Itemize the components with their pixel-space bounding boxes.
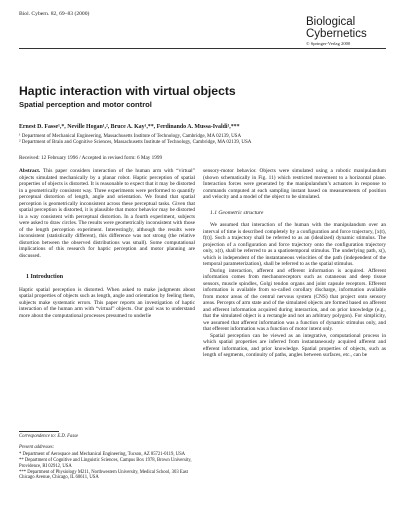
- right-paragraph-1: sensory-motor behavior. Objects were simulated using a robotic manipulandum (shown schematically in Fig. 11) which restricted movement to a horizontal plane. Interaction forces were generated by the manipulandum’s actuators in response to commands computed at each sampling instant based on measurements of position and velocity and a model of the object to be simulated.: [203, 168, 386, 200]
- intro-paragraph-1: Haptic spatial perception is distorted. When asked to make judgments about spatial properties of objects such as length, angle and orientation by feeling them, subjects make systematic errors. This paper reports an investigation of haptic interaction of the human arm with “virtual” objects. Our goal was to understand more about the computational processes presumed to underlie: [19, 286, 195, 319]
- right-paragraph-4: Spatial perception can be viewed as an integrative, computational process in which spatial properties are inferred from instantaneously acquired afferent and efferent information, and prior knowledge. Spatial properties of objects, such as length of segments, continuity of paths, angles between surfaces, etc., can be: [203, 332, 386, 358]
- right-paragraph-3: During interaction, afferent and efferent information is acquired. Afferent information comes from mechanoreceptors such as cutaneous and deep tissue sensors, muscle spindles, Golgi tendon organs and joint capsule receptors. Efferent information is available from so-called corollary discharge, information available from motor areas of the central nervous system (CNS) that project onto sensory areas. Percepts of arm state and of the simulated objects are formed based on afferent and efferent information acquired during interaction, and on prior knowledge (e.g., that the simulated object is a rectangle and not an arbitrary polygon). For simplicity, we assumed that afferent information was a function of dynamic stimulus only, and that efferent information was a function of motor intent only.: [203, 267, 386, 332]
- right-paragraph-2: We assumed that interaction of the human with the manipulandum over an interval of time is described completely by a configuration and force trajectory, [x(t), f(t)]. Such a trajectory shall be referred to as an (idealized) dynamic stimulus. The projection of a configuration and force trajectory onto the configuration trajectory only, x(t), shall be referred to as a spatiotemporal stimulus. The underlying path, x(), which is independent of the instantaneous velocities of the path (independent of the temporal parameterization), shall be referred to as the spatial stimulus.: [203, 222, 386, 267]
- article-title: Haptic interaction with virtual objects: [19, 84, 236, 98]
- author-list: Ernest D. Fasse¹,*, Neville Hogan¹,², Bruce A. Kay¹,**, Ferdinando A. Mussa-Ivaldi¹,***: [19, 124, 240, 130]
- affiliation-2: ² Department of Brain and Cognitive Sciences, Massachusetts Institute of Technology, Cambridge, MA 02139, USA: [19, 140, 252, 145]
- publisher-copyright: © Springer-Verlag 2000: [306, 41, 351, 46]
- journal-brand-line1: Biological: [306, 16, 356, 28]
- affiliation-1: ¹ Department of Mechanical Engineering, Massachusetts Institute of Technology, Cambridge, MA 02139, USA: [19, 134, 242, 139]
- footnote-correspondence: Correspondence to: E.D. Fasse: [19, 434, 79, 439]
- left-column: [19, 168, 195, 319]
- header-rule: [19, 48, 386, 49]
- journal-brand: [306, 17, 386, 46]
- journal-brand-line2: Cybernetics: [306, 28, 367, 40]
- received-dates: Received: 12 February 1996 / Accepted in revised form: 6 May 1999: [19, 155, 163, 161]
- footnote-rule: [19, 431, 59, 432]
- footnote-present-addresses-label: Present addresses:: [19, 445, 55, 451]
- footnote-3: *** Department of Physiology M211, Northwestern University, Medical School, 303 East Chicago Avenue, Chicago, IL 60611, USA: [19, 470, 188, 481]
- section-heading-introduction: 1 Introduction: [26, 274, 64, 280]
- abstract: [19, 168, 195, 259]
- journal-reference: Biol. Cybern. 82, 69–83 (2000): [19, 11, 90, 17]
- right-column: [203, 168, 386, 359]
- footnotes: [19, 434, 195, 482]
- footnote-2: ** Department of Cognitive and Linguistic Sciences, Campus Box 1978, Brown University, Providence, RI 02912, USA: [19, 458, 192, 469]
- footnote-1: * Department of Aerospace and Mechanical Engineering, Tucson, AZ 85721-0119, USA: [19, 451, 186, 457]
- subsection-heading-geometric-structure: 1.1 Geometric structure: [210, 209, 264, 216]
- abstract-text: This paper considers interaction of the human arm with “virtual” objects simulated mechanically by a planar robot. Haptic perception of spatial properties of objects is distorted. It is reasonable to expect that it may be distorted in a geometrically consistent way. Three experiments were performed to quantify perceptual distortion of length, angle and orientation. We found that spatial perception is geometrically inconsistent across these perceptual tasks. Given that spatial perception is distorted, it is plausible that motor behavior may be distorted in a way consistent with perceptual distortion. In a fourth experiment, subjects were asked to draw circles. The results were geometrically inconsistent with those of the length perception experiment. Interestingly, although the results were inconsistent (statistically different), this difference was not strong (the relative distortion between the observed distributions was small). Some computational implications of this research for haptic perception and motor planning are discussed.: [19, 168, 195, 259]
- article-subtitle: Spatial perception and motor control: [19, 100, 152, 109]
- abstract-label: Abstract.: [19, 168, 41, 174]
